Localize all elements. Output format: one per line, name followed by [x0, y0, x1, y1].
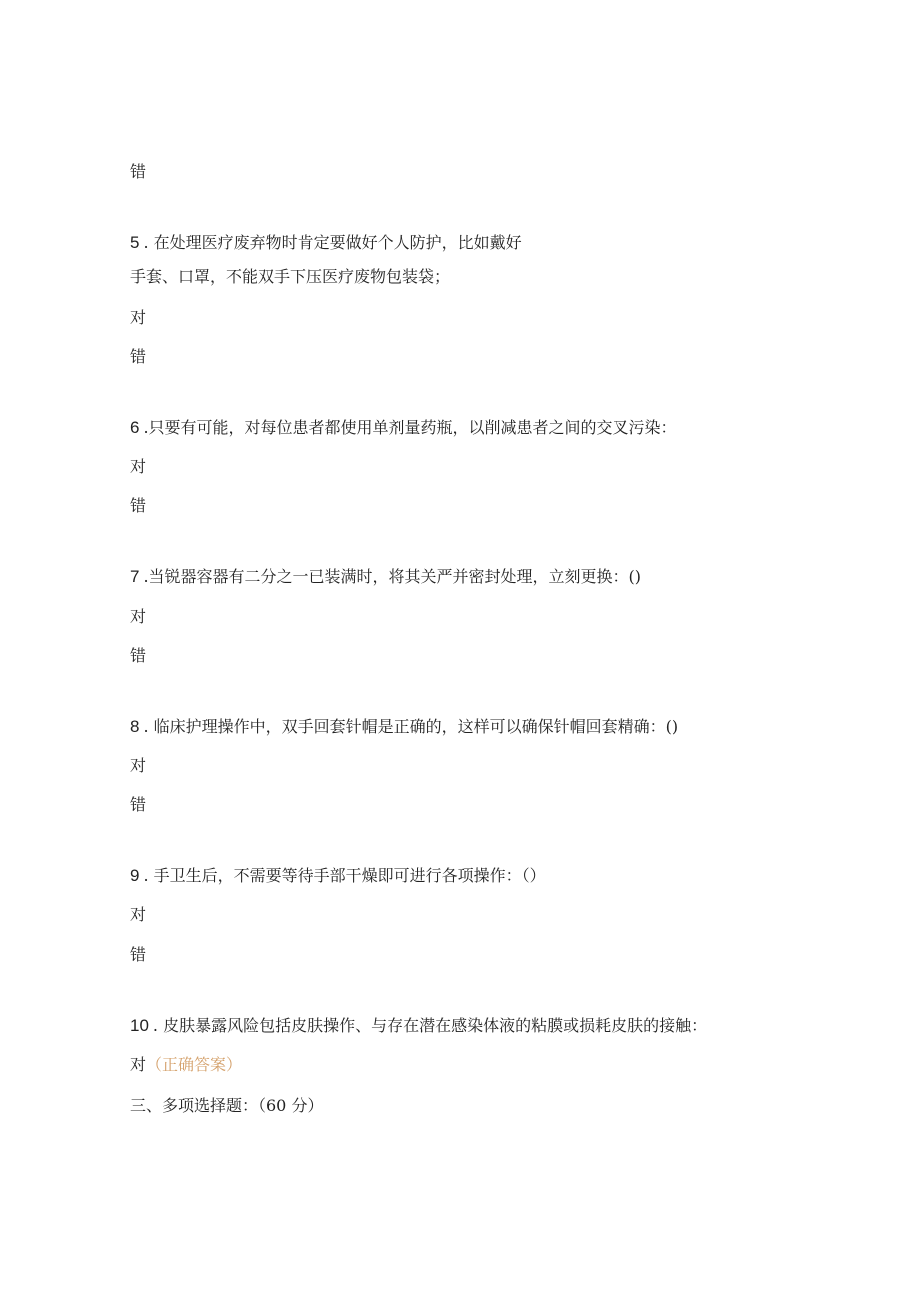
question-number: 9 — [130, 866, 140, 885]
question-number: 10 — [130, 1016, 149, 1035]
question-number: 6 — [130, 418, 140, 437]
option-false-q9: 错 — [130, 945, 147, 964]
option-true-q10 — [130, 1055, 242, 1075]
question-text: . 临床护理操作中，双手回套针帽是正确的，这样可以确保针帽回套精确：() — [143, 717, 679, 736]
question-8 — [130, 717, 678, 737]
option-true-q8: 对 — [130, 756, 147, 775]
question-number: 7 — [130, 567, 140, 586]
option-false-q6: 错 — [130, 496, 147, 515]
option-true-q7: 对 — [130, 607, 147, 626]
question-text: .当锐器容器有二分之一已装满时，将其关严并密封处理，立刻更换：() — [143, 567, 642, 586]
question-7 — [130, 567, 641, 587]
option-label: 对 — [130, 1055, 147, 1074]
question-10 — [130, 1016, 707, 1036]
option-true-q9: 对 — [130, 905, 147, 924]
question-6 — [130, 418, 677, 438]
question-text: .只要有可能，对每位患者都使用单剂量药瓶，以削减患者之间的交叉污染： — [143, 418, 677, 437]
question-number: 5 — [130, 233, 140, 252]
option-false-q7: 错 — [130, 646, 147, 665]
question-5 — [130, 233, 522, 253]
question-text: . 手卫生后，不需要等待手部干燥即可进行各项操作：（） — [143, 866, 546, 885]
correct-answer-note: （正确答案） — [146, 1055, 243, 1074]
question-5-continuation: 手套、口罩，不能双手下压医疗废物包装袋； — [130, 267, 451, 286]
option-false-q8: 错 — [130, 795, 147, 814]
question-9 — [130, 866, 546, 886]
option-true-q6: 对 — [130, 457, 147, 476]
question-text: . 在处理医疗废弃物时肯定要做好个人防护，比如戴好 — [143, 233, 522, 252]
question-text: . 皮肤暴露风险包括皮肤操作、与存在潜在感染体液的粘膜或损耗皮肤的接触： — [152, 1016, 708, 1035]
section-heading: 三、多项选择题：（60 分） — [130, 1096, 324, 1115]
option-false-q4: 错 — [130, 162, 147, 181]
question-number: 8 — [130, 717, 140, 736]
option-true-q5: 对 — [130, 308, 147, 327]
option-false-q5: 错 — [130, 347, 147, 366]
